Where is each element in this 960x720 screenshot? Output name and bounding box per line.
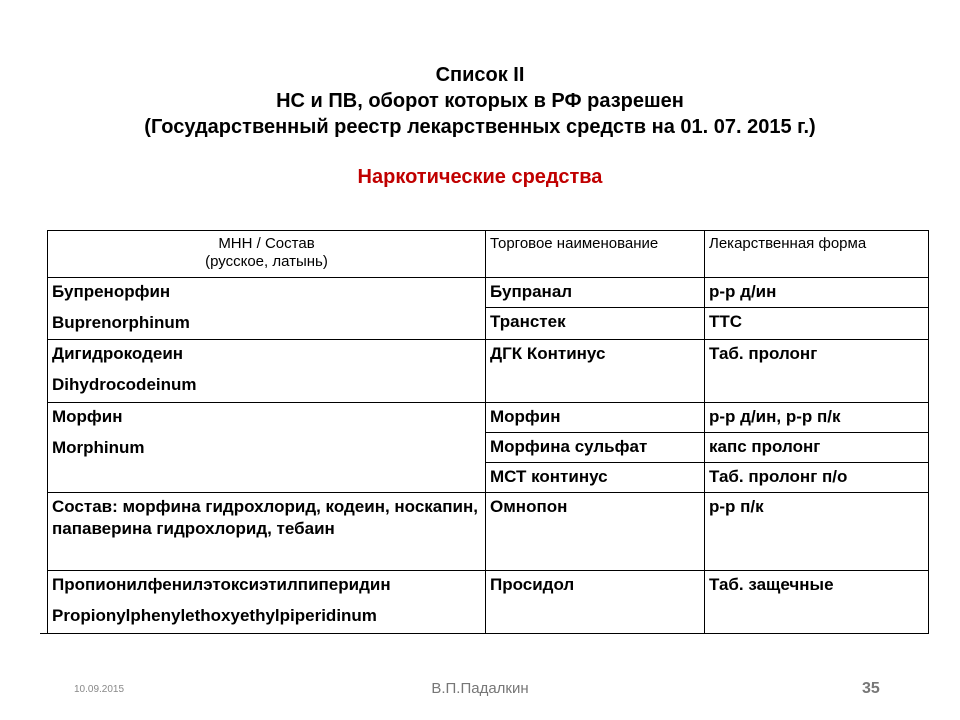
col-header-inn [48,231,486,278]
table-row [48,493,929,571]
table-header-row [48,231,929,278]
trade-name-cell: Бупранал [486,278,705,308]
dosage-form-cell: ТТС [705,308,929,340]
footer-author: В.П.Падалкин [431,680,529,697]
table-edge-mark [40,633,48,634]
table-row [48,278,929,308]
table-row [48,571,929,634]
footer-date: 10.09.2015 [74,684,125,695]
inn-latin: Buprenorphinum [52,313,190,332]
trade-name-cell: МСТ континус [486,463,705,493]
inn-ru: Состав: морфина гидрохлорид, кодеин, носкапин, папаверина гидрохлорид, тебаин [52,497,478,538]
trade-name-cell: Транстек [486,308,705,340]
dosage-form-cell: Таб. пролонг [705,340,929,403]
list-title: Список II [435,64,525,86]
drug-table [47,230,929,634]
table-row [48,340,929,403]
inn-cell [48,340,486,403]
col-header-inn-line2: (русское, латынь) [205,253,328,270]
dosage-form-cell: р-р д/ин [705,278,929,308]
inn-latin: Morphinum [52,438,145,457]
list-subtitle: НС и ПВ, оборот которых в РФ разрешен [276,90,684,112]
inn-ru: Морфин [52,407,123,426]
dosage-form-cell: Таб. пролонг п/о [705,463,929,493]
inn-cell [48,278,486,340]
col-header-form: Лекарственная форма [705,231,929,278]
col-header-trade: Торговое наименование [486,231,705,278]
inn-ru: Бупренорфин [52,282,171,301]
inn-ru: Дигидрокодеин [52,344,184,363]
trade-name-cell: Омнопон [486,493,705,571]
inn-ru: Пропионилфенилэтоксиэтилпиперидин [52,575,391,594]
section-heading: Наркотические средства [357,166,603,188]
table-row [48,403,929,433]
col-header-inn-line1: МНН / Состав [218,235,315,252]
inn-latin: Propionylphenylethoxyethylpiperidinum [52,606,377,625]
dosage-form-cell: Таб. защечные [705,571,929,634]
inn-cell [48,571,486,634]
trade-name-cell: ДГК Континус [486,340,705,403]
inn-cell [48,493,486,571]
trade-name-cell: Просидол [486,571,705,634]
page-number: 35 [862,680,880,697]
dosage-form-cell: р-р п/к [705,493,929,571]
trade-name-cell: Морфин [486,403,705,433]
inn-cell [48,403,486,493]
dosage-form-cell: р-р д/ин, р-р п/к [705,403,929,433]
inn-latin: Dihydrocodeinum [52,375,197,394]
registry-note: (Государственный реестр лекарственных средств на 01. 07. 2015 г.) [144,116,816,138]
trade-name-cell: Морфина сульфат [486,433,705,463]
dosage-form-cell: капс пролонг [705,433,929,463]
